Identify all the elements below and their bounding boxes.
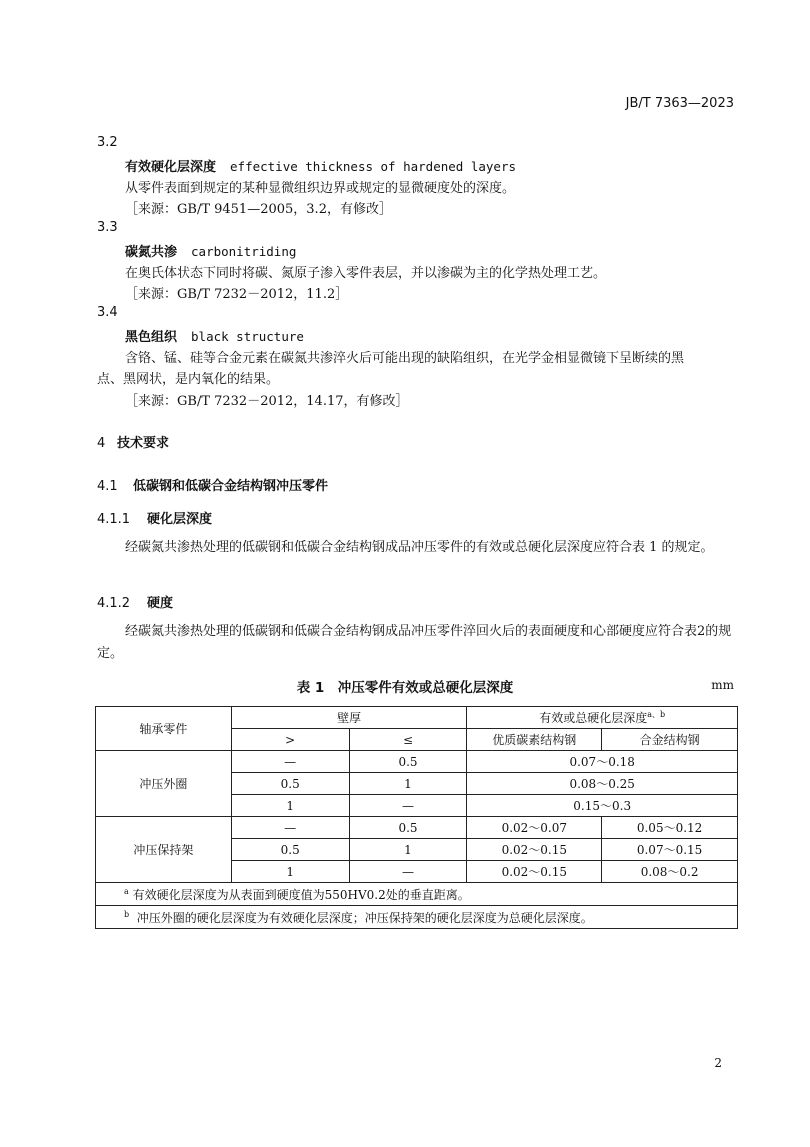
le-cell: 1 bbox=[349, 839, 467, 861]
gt-cell: — bbox=[231, 751, 349, 773]
le-cell: 0.5 bbox=[349, 751, 467, 773]
gt-cell: — bbox=[231, 817, 349, 839]
section-heading bbox=[97, 592, 173, 611]
table-caption: 表 1 冲压零件有效或总硬化层深度 bbox=[296, 680, 514, 696]
gt-cell: 1 bbox=[231, 795, 349, 817]
depth-cell: 0.07～0.18 bbox=[467, 751, 738, 773]
page-number: 2 bbox=[714, 1056, 722, 1070]
header-alloy-steel: 合金结构钢 bbox=[602, 729, 738, 751]
table-row bbox=[96, 751, 738, 773]
term-source: ［来源：GB/T 7232－2012，14.17，有修改］ bbox=[125, 394, 409, 409]
term-definition-continued: 点、黑网状，是内氧化的结果。 bbox=[97, 372, 280, 387]
term-definition: 含铬、锰、硅等合金元素在碳氮共渗淬火后可能出现的缺陷组织，在光学金相显微镜下呈断续的黑 bbox=[125, 351, 685, 366]
alloy-cell: 0.07～0.15 bbox=[602, 839, 738, 861]
table-row bbox=[96, 817, 738, 839]
term-name bbox=[125, 156, 516, 175]
alloy-cell: 0.05～0.12 bbox=[602, 817, 738, 839]
gt-cell: 0.5 bbox=[231, 839, 349, 861]
header-depth-footnote-marks: a、b bbox=[647, 710, 666, 719]
term-name-zh: 碳氮共渗 bbox=[125, 245, 178, 260]
alloy-cell: 0.08～0.2 bbox=[602, 861, 738, 883]
table-footnote-row bbox=[96, 883, 738, 906]
depth-cell: 0.15～0.3 bbox=[467, 795, 738, 817]
part-name-cell: 冲压保持架 bbox=[96, 817, 232, 883]
table-footnote bbox=[96, 883, 738, 906]
section-heading bbox=[97, 432, 169, 451]
standard-code: JB/T 7363—2023 bbox=[625, 96, 734, 111]
le-cell: 0.5 bbox=[349, 817, 467, 839]
header-wall: 壁厚 bbox=[231, 707, 467, 729]
section-heading bbox=[97, 508, 212, 527]
carbon-cell: 0.02～0.15 bbox=[467, 839, 602, 861]
term-number: 3.3 bbox=[97, 220, 118, 235]
section-number: 4.1.2 bbox=[97, 596, 131, 611]
term-definition: 从零件表面到规定的某种显微组织边界或规定的显微硬度处的深度。 bbox=[125, 181, 516, 196]
table-header-row bbox=[96, 707, 738, 729]
term-name-zh: 有效硬化层深度 bbox=[125, 160, 217, 175]
footnote-text: 冲压外圈的硬化层深度为有效硬化层深度；冲压保持架的硬化层深度为总硬化层深度。 bbox=[136, 910, 593, 925]
section-title: 技术要求 bbox=[117, 436, 170, 451]
term-name-en: carbonitriding bbox=[191, 244, 297, 259]
depth-cell: 0.08～0.25 bbox=[467, 773, 738, 795]
header-part: 轴承零件 bbox=[96, 707, 232, 751]
le-cell: — bbox=[349, 795, 467, 817]
paragraph: 经碳氮共渗热处理的低碳钢和低碳合金结构钢成品冲压零件的有效或总硬化层深度应符合表 1 的规定。 bbox=[125, 540, 714, 555]
section-number: 4.1 bbox=[97, 479, 118, 494]
term-number: 3.2 bbox=[97, 135, 118, 150]
section-number: 4 bbox=[97, 436, 106, 451]
term-number: 3.4 bbox=[97, 305, 118, 320]
footnote-text: 有效硬化层深度为从表面到硬度值为550HV0.2处的垂直距离。 bbox=[132, 887, 470, 902]
le-cell: 1 bbox=[349, 773, 467, 795]
gt-cell: 1 bbox=[231, 861, 349, 883]
header-le: ≤ bbox=[349, 729, 467, 751]
paragraph: 经碳氮共渗热处理的低碳钢和低碳合金结构钢成品冲压零件淬回火后的表面硬度和心部硬度应符合表2的规定。 bbox=[97, 624, 732, 661]
term-source: ［来源：GB/T 7232－2012，11.2］ bbox=[125, 287, 349, 302]
le-cell: — bbox=[349, 861, 467, 883]
section-number: 4.1.1 bbox=[97, 512, 131, 527]
table-footnote bbox=[96, 906, 738, 929]
header-depth-label: 有效或总硬化层深度 bbox=[539, 711, 648, 725]
table-hardened-layer-depth bbox=[95, 706, 738, 929]
term-name-zh: 黑色组织 bbox=[125, 330, 178, 345]
footnote-mark: a bbox=[124, 886, 129, 896]
section-title: 硬度 bbox=[147, 596, 174, 611]
term-definition: 在奥氏体状态下同时将碳、氮原子渗入零件表层，并以渗碳为主的化学热处理工艺。 bbox=[125, 266, 607, 281]
part-name-cell: 冲压外圈 bbox=[96, 751, 232, 817]
section-title: 硬化层深度 bbox=[147, 512, 213, 527]
term-name bbox=[125, 241, 296, 260]
gt-cell: 0.5 bbox=[231, 773, 349, 795]
term-name-en: black structure bbox=[191, 329, 304, 344]
term-source: ［来源：GB/T 9451—2005，3.2，有修改］ bbox=[125, 202, 392, 217]
carbon-cell: 0.02～0.15 bbox=[467, 861, 602, 883]
table-unit: mm bbox=[711, 678, 734, 692]
header-gt: > bbox=[231, 729, 349, 751]
section-title: 低碳钢和低碳合金结构钢冲压零件 bbox=[133, 479, 329, 494]
carbon-cell: 0.02～0.07 bbox=[467, 817, 602, 839]
term-name-en: effective thickness of hardened layers bbox=[230, 159, 516, 174]
table-footnote-row bbox=[96, 906, 738, 929]
section-heading bbox=[97, 475, 328, 494]
term-name bbox=[125, 326, 304, 345]
footnote-mark: b bbox=[124, 909, 130, 919]
header-carbon-steel: 优质碳素结构钢 bbox=[467, 729, 602, 751]
header-depth bbox=[467, 707, 738, 729]
